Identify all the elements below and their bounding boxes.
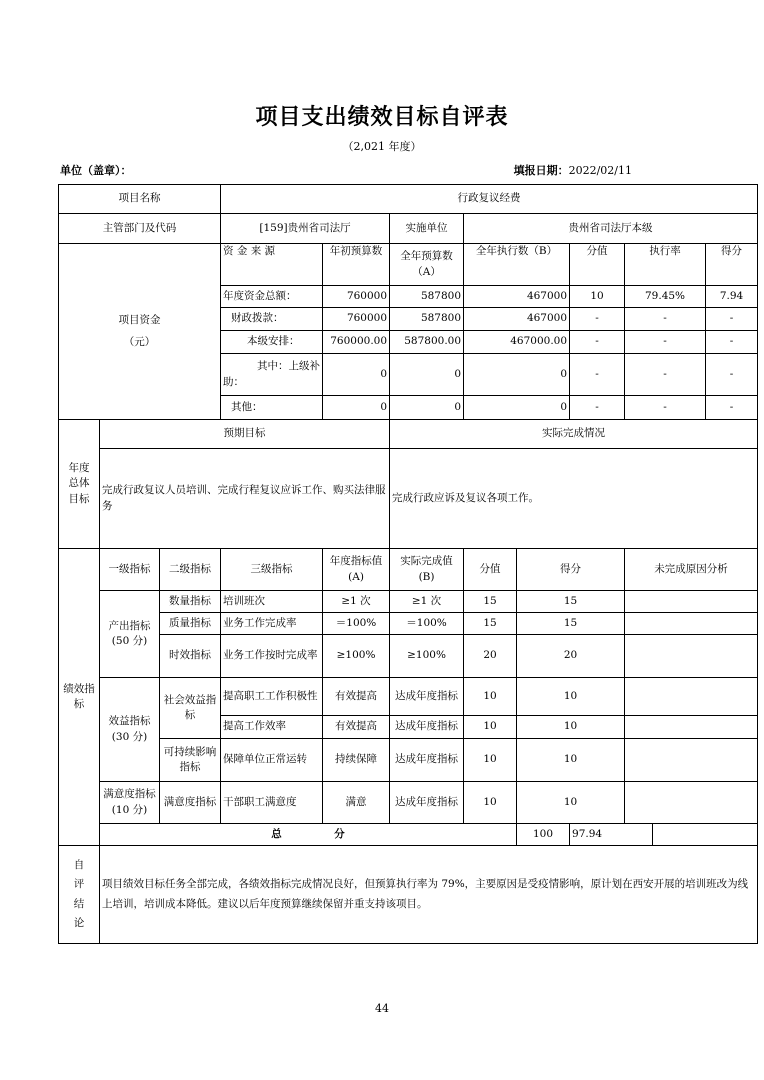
score-value-cell: 10 — [464, 739, 517, 782]
benefit-indicator-group — [100, 678, 160, 782]
fund-score: - — [706, 396, 758, 420]
output-points: (50 分) — [111, 635, 148, 647]
level2-cell: 满意度指标 — [160, 782, 221, 824]
fund-exec: 467000 — [464, 286, 570, 308]
funds-unit: （元） — [123, 335, 156, 348]
score-cell: 20 — [517, 635, 625, 678]
fund-initial: 760000.00 — [323, 331, 390, 354]
reason-header: 未完成原因分析 — [625, 549, 758, 591]
fund-score: - — [706, 354, 758, 396]
fund-initial: 760000 — [323, 308, 390, 331]
indicators-header-row — [59, 549, 758, 591]
indicator-row — [59, 782, 758, 824]
level2-cell: 数量指标 — [160, 591, 221, 613]
fund-score-value: 10 — [570, 286, 625, 308]
actual-header-line2: (B) — [418, 570, 435, 583]
fund-score: - — [706, 331, 758, 354]
evaluation-text: 项目绩效目标任务全部完成，各绩效指标完成情况良好，但预算执行率为 79%，主要原因是受疫情影响，原计划在西安开展的培训班改为线上培训，培训成本降低。建议以后年度预算继续保留并重支持该项目。 — [100, 846, 758, 944]
level3-cell: 业务工作按时完成率 — [221, 635, 323, 678]
fill-date-value: 2022/02/11 — [568, 164, 632, 177]
department-row — [59, 214, 758, 244]
funds-header-row — [59, 244, 758, 286]
output-label: 产出指标 — [108, 619, 151, 632]
target-cell: 有效提高 — [323, 678, 390, 716]
output-indicator-group — [100, 591, 160, 678]
reason-cell — [625, 782, 758, 824]
evaluation-label-char: 自 — [73, 859, 85, 872]
evaluation-table — [58, 184, 758, 944]
score-value-cell: 15 — [464, 591, 517, 613]
goals-label-line3: 目标 — [68, 492, 90, 505]
fill-date-label: 填报日期： — [513, 164, 569, 177]
fund-exec: 467000 — [464, 308, 570, 331]
actual-cell: ≥1 次 — [390, 591, 464, 613]
goals-label-line1: 年度 — [68, 462, 90, 475]
score-cell: 15 — [517, 591, 625, 613]
satisfaction-points: (10 分) — [111, 803, 148, 816]
total-score: 97.94 — [570, 824, 653, 846]
actual-completion-text: 完成行政应诉及复议各项工作。 — [390, 449, 758, 549]
indicator-row — [59, 591, 758, 613]
level2-cell: 质量指标 — [160, 613, 221, 635]
fund-label: 其他： — [221, 396, 323, 420]
initial-budget-header: 年初预算数 — [323, 244, 390, 286]
actual-cell: 达成年度指标 — [390, 678, 464, 716]
reason-cell — [625, 613, 758, 635]
total-score-value: 100 — [517, 824, 570, 846]
level1-header: 一级指标 — [100, 549, 160, 591]
actual-cell: 达成年度指标 — [390, 716, 464, 739]
fund-exec: 467000.00 — [464, 331, 570, 354]
target-header-line1: 年度指标值 — [329, 555, 383, 568]
indicators-label-line1: 绩效指 — [63, 682, 95, 695]
score-value-header: 分值 — [570, 244, 625, 286]
target-cell: ≥1 次 — [323, 591, 390, 613]
department-value: [159]贵州省司法厅 — [221, 214, 390, 244]
indicators-section-label — [59, 549, 100, 846]
goals-header-row — [59, 420, 758, 449]
execution-rate-header: 执行率 — [625, 244, 706, 286]
score-value-cell: 20 — [464, 635, 517, 678]
fund-score-value: - — [570, 354, 625, 396]
level2-cell: 可持续影响指标 — [160, 739, 221, 782]
annual-budget-header — [390, 244, 464, 286]
total-label: 总 分 — [100, 824, 517, 846]
level3-cell: 保障单位正常运转 — [221, 739, 323, 782]
level3-cell: 业务工作完成率 — [221, 613, 323, 635]
satisfaction-label: 满意度指标 — [103, 788, 156, 801]
fund-annual: 0 — [390, 396, 464, 420]
expected-goal-text: 完成行政复议人员培训、完成行程复议应诉工作、购买法律服务 — [100, 449, 390, 549]
target-cell: ＝100% — [323, 613, 390, 635]
page-number: 44 — [375, 1002, 389, 1015]
funds-label: 项目资金 — [118, 314, 161, 327]
goals-section-label — [59, 420, 100, 549]
expected-goal-header: 预期目标 — [100, 420, 390, 449]
target-cell: 持续保障 — [323, 739, 390, 782]
goals-label-line2: 总体 — [68, 477, 90, 490]
actual-cell: ≥100% — [390, 635, 464, 678]
score-cell: 10 — [517, 716, 625, 739]
fund-label: 本级安排： — [221, 331, 323, 354]
project-name-row — [59, 185, 758, 214]
actual-cell: ＝100% — [390, 613, 464, 635]
fill-date — [514, 162, 632, 178]
indicator-row — [59, 739, 758, 782]
indicator-row — [59, 678, 758, 716]
reason-cell — [625, 716, 758, 739]
actual-cell: 达成年度指标 — [390, 739, 464, 782]
target-header — [323, 549, 390, 591]
level3-cell: 提高职工工作积极性 — [221, 678, 323, 716]
benefit-label: 效益指标 — [108, 715, 151, 728]
score-cell: 10 — [517, 739, 625, 782]
actual-header-line1: 实际完成值 — [400, 555, 453, 568]
year-subtitle: （2,021 年度） — [342, 140, 422, 153]
actual-header — [390, 549, 464, 591]
project-name-label: 项目名称 — [59, 185, 221, 214]
score-cell: 15 — [517, 613, 625, 635]
level3-header: 三级指标 — [221, 549, 323, 591]
annual-budget-header-line2: （A） — [412, 265, 441, 278]
score-header: 得分 — [706, 244, 758, 286]
level2-cell: 社会效益指标 — [160, 678, 221, 739]
level3-cell: 培训班次 — [221, 591, 323, 613]
fund-score: - — [706, 308, 758, 331]
execution-header: 全年执行数（B） — [464, 244, 570, 286]
score-value-cell: 10 — [464, 678, 517, 716]
score-value-cell: 10 — [464, 716, 517, 739]
fund-score: 7.94 — [706, 286, 758, 308]
fund-rate: - — [625, 396, 706, 420]
level3-cell: 干部职工满意度 — [221, 782, 323, 824]
actual-cell: 达成年度指标 — [390, 782, 464, 824]
fund-score-value: - — [570, 331, 625, 354]
source-header: 资 金 来 源 — [221, 244, 323, 286]
indicator-row — [59, 635, 758, 678]
evaluation-row — [59, 846, 758, 944]
department-label: 主管部门及代码 — [59, 214, 221, 244]
fund-annual: 587800.00 — [390, 331, 464, 354]
actual-completion-header: 实际完成情况 — [390, 420, 758, 449]
level3-cell: 提高工作效率 — [221, 716, 323, 739]
evaluation-label-char: 论 — [73, 916, 85, 929]
score-cell: 10 — [517, 678, 625, 716]
fund-exec: 0 — [464, 396, 570, 420]
score-value-cell: 10 — [464, 782, 517, 824]
fund-initial: 760000 — [323, 286, 390, 308]
page-title: 项目支出绩效目标自评表 — [255, 104, 509, 130]
reason-cell — [625, 591, 758, 613]
fund-exec: 0 — [464, 354, 570, 396]
fund-rate: 79.45% — [625, 286, 706, 308]
fund-initial: 0 — [323, 396, 390, 420]
total-empty-cell — [653, 824, 758, 846]
indicator-row — [59, 613, 758, 635]
evaluation-label-char: 评 — [73, 878, 85, 891]
annual-budget-header-line1: 全年预算数 — [400, 250, 453, 263]
ind-score-header: 得分 — [517, 549, 625, 591]
fund-score-value: - — [570, 308, 625, 331]
fund-rate: - — [625, 354, 706, 396]
benefit-points: (30 分) — [111, 730, 148, 743]
reason-cell — [625, 678, 758, 716]
reason-cell — [625, 635, 758, 678]
fund-label: 年度资金总额： — [221, 286, 323, 308]
evaluation-label-char: 结 — [73, 897, 85, 910]
evaluation-section-label — [59, 846, 100, 944]
fund-label: 其中：上级补助： — [221, 354, 323, 396]
unit-seal-label: 单位（盖章）： — [60, 164, 132, 177]
fund-label: 财政拨款： — [221, 308, 323, 331]
indicators-label-line2: 标 — [73, 698, 85, 710]
implementer-label: 实施单位 — [390, 214, 464, 244]
ind-score-value-header: 分值 — [464, 549, 517, 591]
reason-cell — [625, 739, 758, 782]
target-header-line2: (A) — [348, 570, 364, 583]
funds-section-label — [59, 244, 221, 420]
goals-content-row — [59, 449, 758, 549]
target-cell: ≥100% — [323, 635, 390, 678]
fund-rate: - — [625, 308, 706, 331]
fund-annual: 587800 — [390, 286, 464, 308]
total-row — [59, 824, 758, 846]
fund-rate: - — [625, 331, 706, 354]
target-cell: 有效提高 — [323, 716, 390, 739]
fund-annual: 0 — [390, 354, 464, 396]
fund-score-value: - — [570, 396, 625, 420]
level2-header: 二级指标 — [160, 549, 221, 591]
level2-cell: 时效指标 — [160, 635, 221, 678]
fund-annual: 587800 — [390, 308, 464, 331]
score-cell: 10 — [517, 782, 625, 824]
fund-initial: 0 — [323, 354, 390, 396]
implementer-value: 贵州省司法厅本级 — [464, 214, 758, 244]
satisfaction-indicator-group — [100, 782, 160, 824]
score-value-cell: 15 — [464, 613, 517, 635]
project-name-value: 行政复议经费 — [221, 185, 758, 214]
target-cell: 满意 — [323, 782, 390, 824]
